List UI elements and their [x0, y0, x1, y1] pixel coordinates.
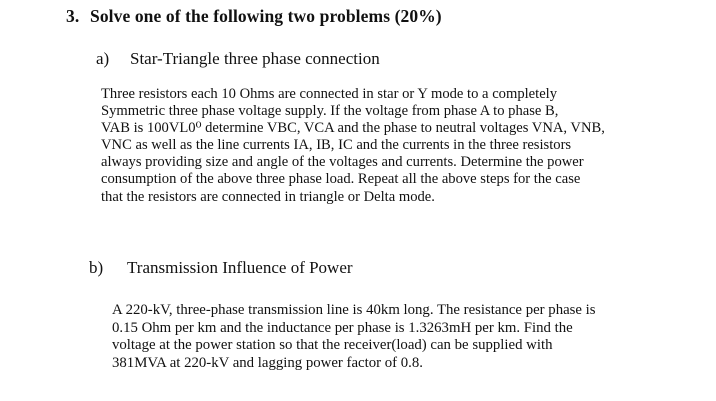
- part-a-heading-text: Star-Triangle three phase connection: [130, 49, 380, 68]
- part-a-line: VNC as well as the line currents IA, IB, IC and the currents in the three resistors: [101, 137, 572, 154]
- part-b-heading-text: Transmission Influence of Power: [127, 258, 353, 277]
- part-a-line: Symmetric three phase voltage supply. If the voltage from phase A to phase B,: [101, 103, 559, 120]
- part-b-paragraph: [112, 302, 596, 372]
- part-a-heading: [96, 49, 380, 69]
- part-b-line: 381MVA at 220-kV and lagging power factor of 0.8.: [112, 354, 423, 371]
- part-a-line: that the resistors are connected in triangle or Delta mode.: [101, 188, 435, 205]
- part-b-line: 0.15 Ohm per km and the inductance per phase is 1.3263mH per km. Find the: [112, 319, 573, 336]
- question-number: 3.: [66, 6, 80, 26]
- part-a-line: consumption of the above three phase load. Repeat all the above steps for the case: [101, 171, 581, 188]
- part-a-line: Three resistors each 10 Ohms are connected in star or Y mode to a completely: [101, 86, 558, 102]
- part-a-paragraph: [101, 86, 605, 206]
- question-title-text: Solve one of the following two problems (20%): [90, 6, 442, 26]
- part-b-heading: [89, 258, 353, 278]
- part-a-letter: a): [96, 49, 110, 68]
- part-a-line: always providing size and angle of the voltages and currents. Determine the power: [101, 154, 584, 171]
- part-a-line: VAB is 100VL0⁰ determine VBC, VCA and the phase to neutral voltages VNA, VNB,: [101, 120, 605, 137]
- part-b-letter: b): [89, 258, 104, 277]
- question-title: [66, 6, 442, 27]
- part-b-line: voltage at the power station so that the receiver(load) can be supplied with: [112, 337, 553, 354]
- part-b-line: A 220-kV, three-phase transmission line is 40km long. The resistance per phase is: [112, 302, 596, 318]
